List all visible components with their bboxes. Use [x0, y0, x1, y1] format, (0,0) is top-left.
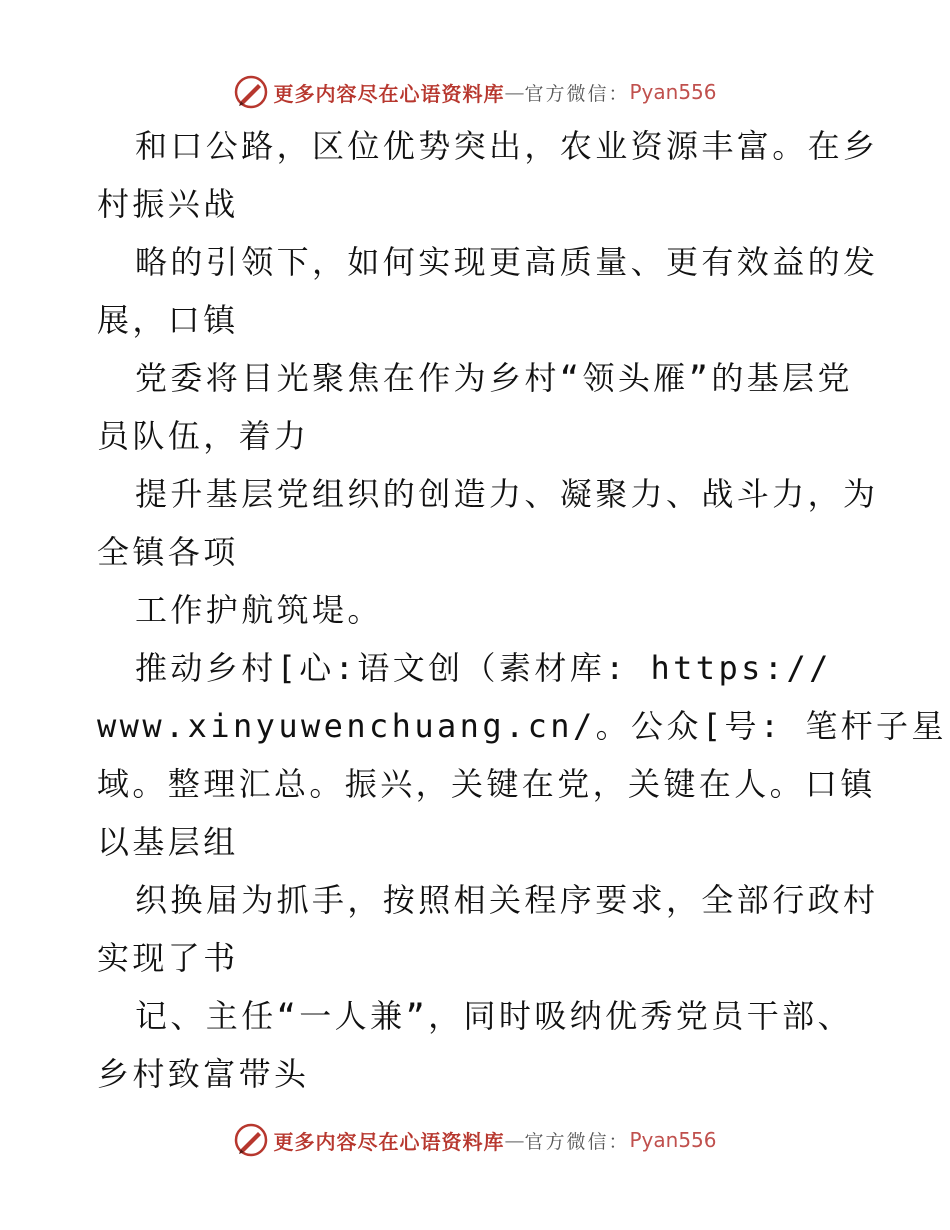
header-banner — [0, 72, 950, 112]
text-line: 推动乡村[心:语文创（素材库: https:// — [135, 649, 832, 687]
text-line: 实现了书 — [97, 939, 239, 977]
footer-dash: — — [504, 1128, 525, 1152]
header-official-label: 官方微信： — [524, 82, 630, 105]
text-line: 员队伍，着力 — [97, 417, 310, 455]
pen-logo-icon — [233, 1122, 269, 1158]
text-line: 乡村致富带头 — [97, 1055, 310, 1093]
text-line: 记、主任“一人兼”，同时吸纳优秀党员干部、 — [135, 997, 853, 1035]
text-line: 略的引领下，如何实现更高质量、更有效益的发 — [135, 243, 879, 281]
pen-logo-icon — [233, 74, 269, 110]
header-brand: 更多内容尽在心语资料库 — [273, 81, 505, 106]
text-line: 以基层组 — [97, 823, 239, 861]
footer-brand: 更多内容尽在心语资料库 — [273, 1129, 505, 1154]
text-line: 党委将目光聚焦在作为乡村“领头雁”的基层党 — [135, 359, 853, 397]
text-line: 全镇各项 — [97, 533, 239, 571]
text-line: 提升基层党组织的创造力、凝聚力、战斗力，为 — [135, 475, 879, 513]
text-line: 织换届为抓手，按照相关程序要求，全部行政村 — [135, 881, 879, 919]
footer-wechat-id: Pyan556 — [629, 1128, 717, 1152]
header-wechat-id: Pyan556 — [629, 80, 717, 104]
text-line: 村振兴战 — [97, 185, 239, 223]
text-line: 域。整理汇总。振兴，关键在党，关键在人。口镇 — [97, 765, 876, 803]
text-line: 工作护航筑堤。 — [135, 591, 383, 629]
header-dash: — — [504, 80, 525, 104]
document-body — [97, 117, 947, 1103]
text-line: www.xinyuwenchuang.cn/。公众[号: 笔杆子星 — [97, 707, 947, 745]
text-line: 和口公路，区位优势突出，农业资源丰富。在乡 — [135, 127, 879, 165]
footer-official-label: 官方微信： — [524, 1130, 630, 1153]
text-line: 展，口镇 — [97, 301, 239, 339]
footer-banner — [0, 1120, 950, 1160]
